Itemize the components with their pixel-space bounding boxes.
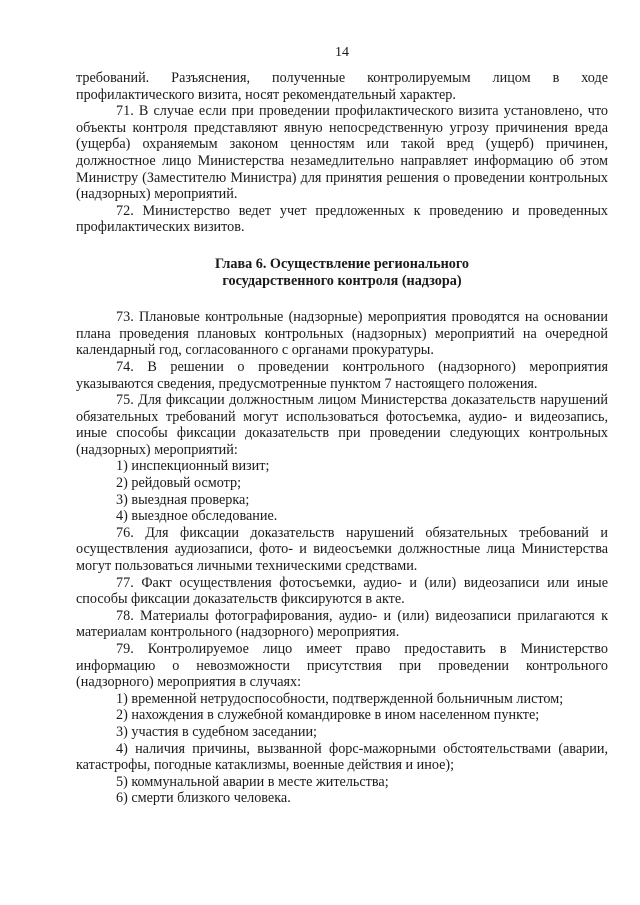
list-item-79-6: 6) смерти близкого человека. <box>116 790 291 807</box>
paragraph-78: 78. Материалы фотографирования, аудио- и (или) видеозаписи прилагаются к материалам контрольного (надзорного) мероприятия. <box>76 607 608 641</box>
paragraph-77: 77. Факт осуществления фотосъемки, аудио- и (или) видеозаписи или иные способы фиксации доказательств фиксируются в акте. <box>76 574 608 608</box>
paragraph-72: 72. Министерство ведет учет предложенных к проведению и проведенных профилактических визитов. <box>76 202 608 236</box>
paragraph-75: 75. Для фиксации должностным лицом Министерства доказательств нарушений обязательных требований могут использоваться фотосъемка, аудио- и видеозапись, иные способы фиксации доказательств при проведении следующих контрольных (надзорных) мероприятий: <box>76 392 608 458</box>
document-body <box>76 70 608 807</box>
chapter-heading-line-1: Глава 6. Осуществление регионального <box>214 255 470 272</box>
paragraph-79: 79. Контролируемое лицо имеет право предоставить в Министерство информацию о невозможности присутствия при проведении контрольного (надзорного) мероприятия в случаях: <box>76 641 608 691</box>
list-item-75-1: 1) инспекционный визит; <box>116 458 270 475</box>
list-item-75-4: 4) выездное обследование. <box>116 508 278 525</box>
chapter-heading-line-2: государственного контроля (надзора) <box>222 272 462 289</box>
list-item-79-1: 1) временной нетрудоспособности, подтвержденной больничным листом; <box>116 690 564 707</box>
paragraph-continuation: требований. Разъяснения, полученные контролируемым лицом в ходе профилактического визита, носят рекомендательный характер. <box>76 70 608 103</box>
chapter-heading <box>76 256 608 289</box>
paragraph-71: 71. В случае если при проведении профилактического визита установлено, что объекты контроля представляют явную непосредственную угрозу причинения вреда (ущерба) охраняемым законом ценностям или такой вред (ущерб) причинен, должностное лицо Министерства незамедлительно направляет информацию об этом Министру (Заместителю Министра) для принятия решения о проведении контрольных (надзорных) мероприятий. <box>76 103 608 203</box>
paragraph-74: 74. В решении о проведении контрольного (надзорного) мероприятия указываются сведения, предусмотренные пунктом 7 настоящего положения. <box>76 358 608 392</box>
list-item-79-4: 4) наличия причины, вызванной форс-мажорными обстоятельствами (аварии, катастрофы, погодные катаклизмы, военные действия и иное); <box>76 740 608 774</box>
list-item-79-3: 3) участия в судебном заседании; <box>116 723 317 740</box>
list-item-79-2: 2) нахождения в служебной командировке в ином населенном пункте; <box>116 707 540 724</box>
list-item-79-5: 5) коммунальной аварии в месте жительства; <box>116 773 389 790</box>
paragraph-73: 73. Плановые контрольные (надзорные) мероприятия проводятся на основании плана проведения плановых контрольных (надзорных) мероприятий на очередной календарный год, согласованного с органами прокуратуры. <box>76 309 608 359</box>
paragraph-76: 76. Для фиксации доказательств нарушений обязательных требований и осуществления аудиозаписи, фото- и видеосъемки должностные лица Министерства могут пользоваться личными техническими средствами. <box>76 524 608 575</box>
list-item-75-2: 2) рейдовый осмотр; <box>116 475 242 492</box>
page-number: 14 <box>335 45 349 60</box>
list-item-75-3: 3) выездная проверка; <box>116 491 250 508</box>
